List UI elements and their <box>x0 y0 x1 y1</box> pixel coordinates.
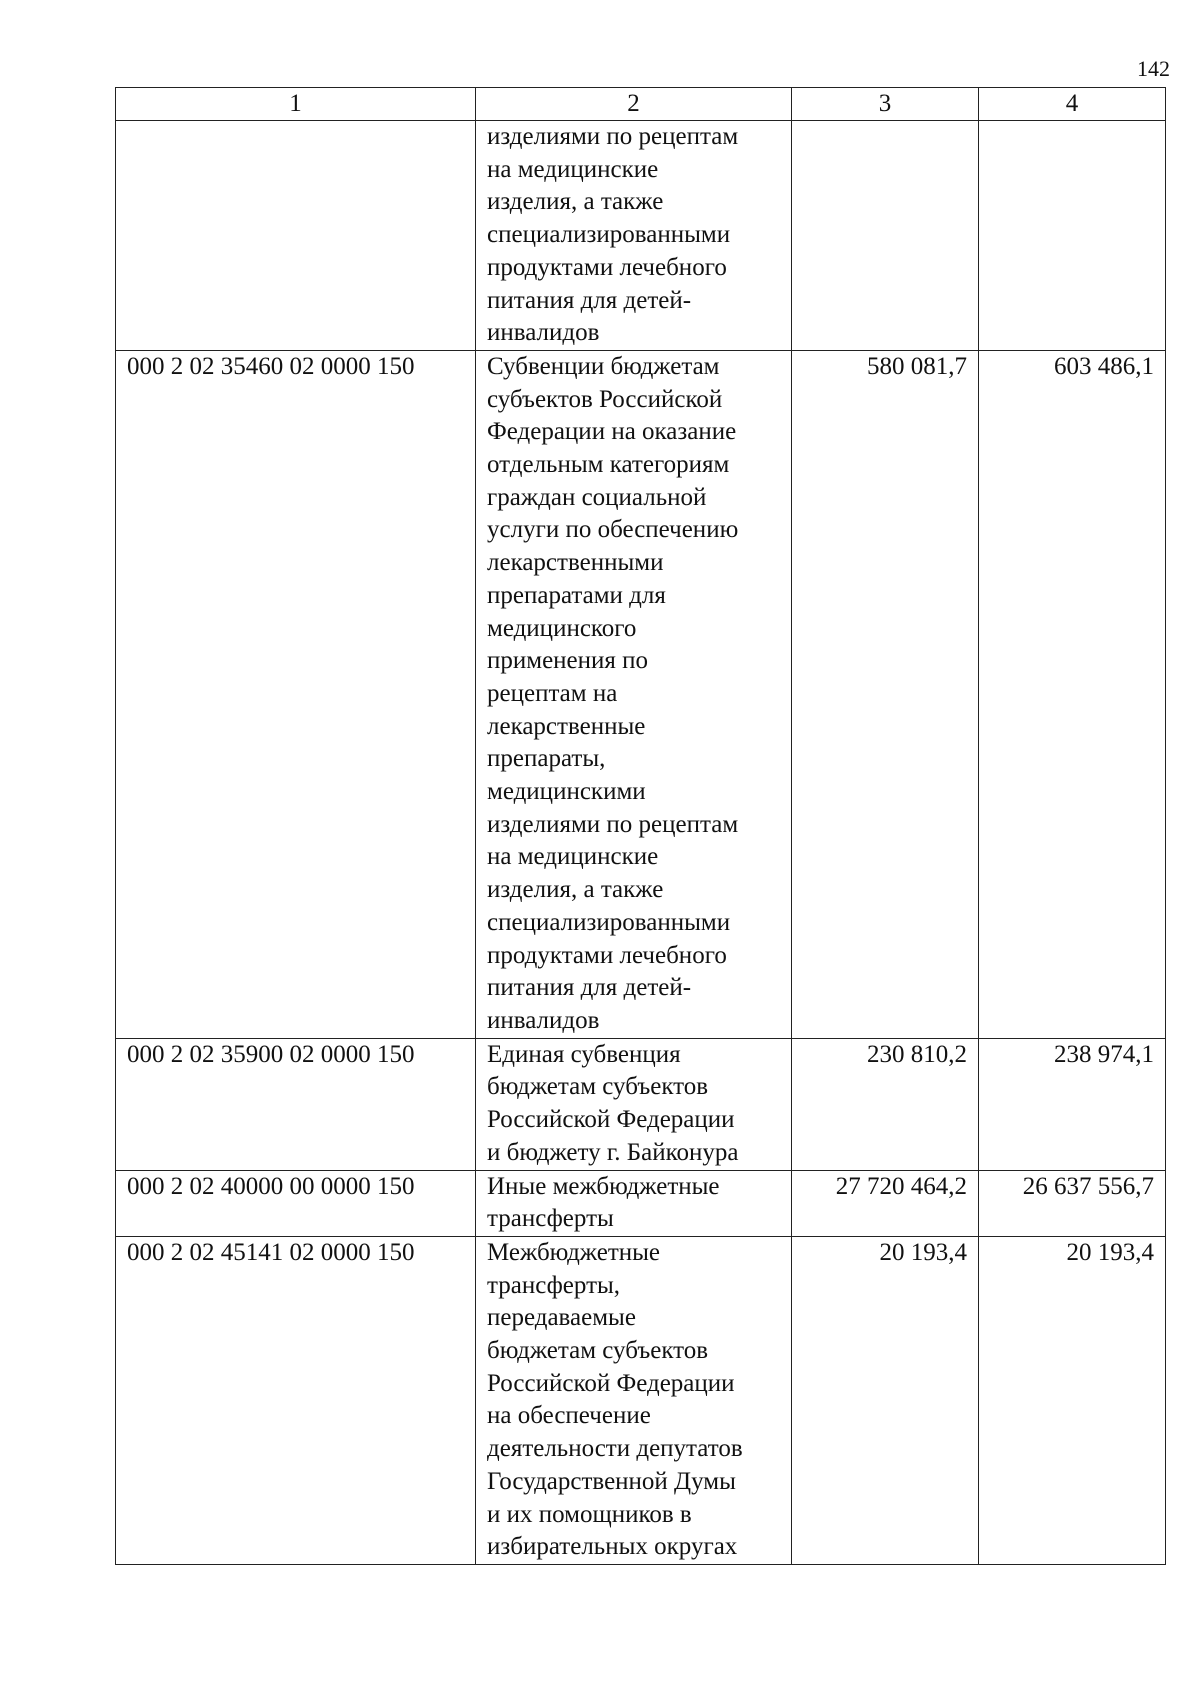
amount-col3-cell: 580 081,7 <box>792 350 979 1038</box>
budget-code-cell: 000 2 02 40000 00 0000 150 <box>116 1170 476 1236</box>
description-cell: Единая субвенция бюджетам субъектов Российской Федерации и бюджету г. Байконура <box>476 1038 792 1170</box>
table-row <box>116 350 1166 1038</box>
column-header-2: 2 <box>476 88 792 121</box>
amount-col3-cell <box>792 121 979 351</box>
table-row <box>116 1038 1166 1170</box>
amount-col4-cell: 238 974,1 <box>979 1038 1166 1170</box>
amount-col4-cell: 26 637 556,7 <box>979 1170 1166 1236</box>
page-number: 142 <box>1137 56 1170 81</box>
budget-code-cell: 000 2 02 35460 02 0000 150 <box>116 350 476 1038</box>
amount-col3-cell: 20 193,4 <box>792 1236 979 1564</box>
amount-col4-cell: 20 193,4 <box>979 1236 1166 1564</box>
column-header-4: 4 <box>979 88 1166 121</box>
description-cell: Иные межбюджетные трансферты <box>476 1170 792 1236</box>
description-cell: Субвенции бюджетам субъектов Российской Федерации на оказание отдельным категориям граждан социальной услуги по обеспечению лекарственными препаратами для медицинского применения по рецептам на лекарственные препараты, медицинскими изделиями по рецептам на медицинские изделия, а также специализированными продуктами лечебного питания для детей- инвалидов <box>476 350 792 1038</box>
amount-col4-cell: 603 486,1 <box>979 350 1166 1038</box>
table-row <box>116 1170 1166 1236</box>
amount-col3-cell: 27 720 464,2 <box>792 1170 979 1236</box>
description-cell: Межбюджетные трансферты, передаваемые бюджетам субъектов Российской Федерации на обеспечение деятельности депутатов Государственной Думы и их помощников в избирательных округах <box>476 1236 792 1564</box>
column-header-3: 3 <box>792 88 979 121</box>
budget-code-cell: 000 2 02 35900 02 0000 150 <box>116 1038 476 1170</box>
table-header-row <box>116 88 1166 121</box>
table-row <box>116 1236 1166 1564</box>
budget-code-cell: 000 2 02 45141 02 0000 150 <box>116 1236 476 1564</box>
budget-code-cell <box>116 121 476 351</box>
amount-col4-cell <box>979 121 1166 351</box>
description-cell: изделиями по рецептам на медицинские изделия, а также специализированными продуктами лечебного питания для детей- инвалидов <box>476 121 792 351</box>
column-header-1: 1 <box>116 88 476 121</box>
table-row <box>116 121 1166 351</box>
budget-table <box>115 87 1166 1565</box>
amount-col3-cell: 230 810,2 <box>792 1038 979 1170</box>
